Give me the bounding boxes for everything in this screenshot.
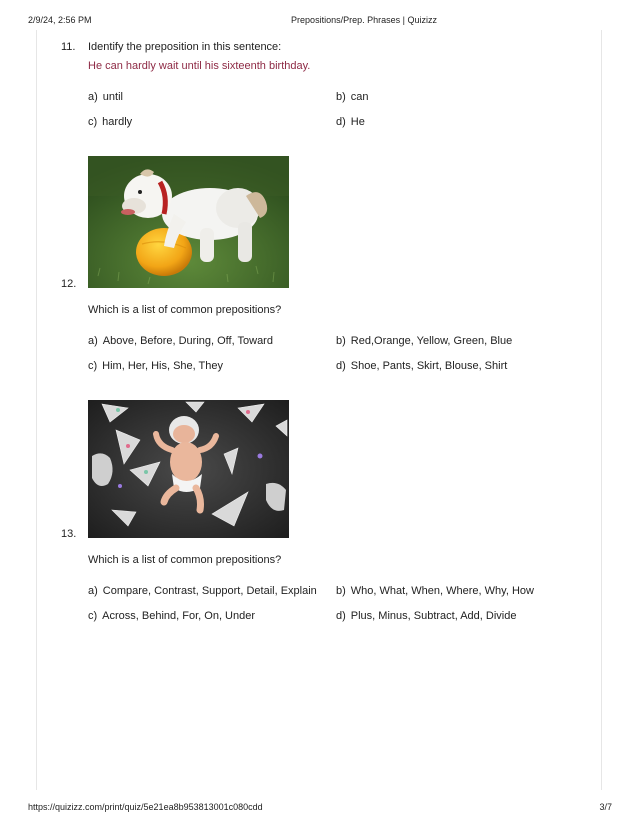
option-letter: d) (336, 360, 346, 372)
option-text: until (102, 91, 123, 103)
print-datetime: 2/9/24, 2:56 PM (28, 15, 92, 25)
baby-climbing-wall-image (88, 400, 289, 538)
option-text: Across, Behind, For, On, Under (102, 610, 256, 622)
option-text: He (350, 116, 365, 128)
option-letter: c) (88, 610, 98, 622)
question-text: Which is a list of common prepositions? (88, 304, 282, 316)
option-d[interactable] (336, 610, 516, 622)
option-text: Plus, Minus, Subtract, Add, Divide (350, 610, 517, 622)
option-b[interactable] (336, 585, 534, 597)
option-letter: a) (88, 91, 98, 103)
option-text: Compare, Contrast, Support, Detail, Explain (102, 585, 317, 597)
option-text: Shoe, Pants, Skirt, Blouse, Shirt (350, 360, 508, 372)
left-margin-line (36, 30, 37, 790)
option-a[interactable] (88, 91, 123, 103)
page-number: 3/7 (599, 802, 612, 812)
option-letter: b) (336, 335, 346, 347)
option-c[interactable] (88, 610, 255, 622)
option-text: Who, What, When, Where, Why, How (350, 585, 534, 597)
option-text: hardly (102, 116, 133, 128)
option-c[interactable] (88, 116, 132, 128)
option-text: can (350, 91, 369, 103)
option-d[interactable] (336, 116, 365, 128)
option-letter: b) (336, 91, 346, 103)
option-letter: d) (336, 610, 346, 622)
option-b[interactable] (336, 91, 369, 103)
option-a[interactable] (88, 585, 317, 597)
option-letter: b) (336, 585, 346, 597)
question-text: Identify the preposition in this sentence: (88, 41, 282, 53)
page-url: https://quizizz.com/print/quiz/5e21ea8b953813001c080cdd (28, 802, 263, 812)
option-b[interactable] (336, 335, 512, 347)
option-text: Above, Before, During, Off, Toward (102, 335, 273, 347)
option-d[interactable] (336, 360, 507, 372)
option-c[interactable] (88, 360, 223, 372)
question-text: Which is a list of common prepositions? (88, 554, 282, 566)
option-a[interactable] (88, 335, 273, 347)
option-letter: a) (88, 335, 98, 347)
question-number: 11. (61, 41, 76, 53)
page-title: Prepositions/Prep. Phrases | Quizizz (291, 15, 437, 25)
question-number: 13. (61, 528, 77, 540)
option-letter: c) (88, 116, 98, 128)
bulldog-on-ball-image (88, 156, 289, 288)
option-text: Red,Orange, Yellow, Green, Blue (350, 335, 513, 347)
option-letter: c) (88, 360, 98, 372)
option-letter: a) (88, 585, 98, 597)
question-number: 12. (61, 278, 77, 290)
question-sentence: He can hardly wait until his sixteenth birthday. (88, 60, 311, 72)
option-letter: d) (336, 116, 346, 128)
option-text: Him, Her, His, She, They (102, 360, 224, 372)
right-margin-line (601, 30, 602, 790)
